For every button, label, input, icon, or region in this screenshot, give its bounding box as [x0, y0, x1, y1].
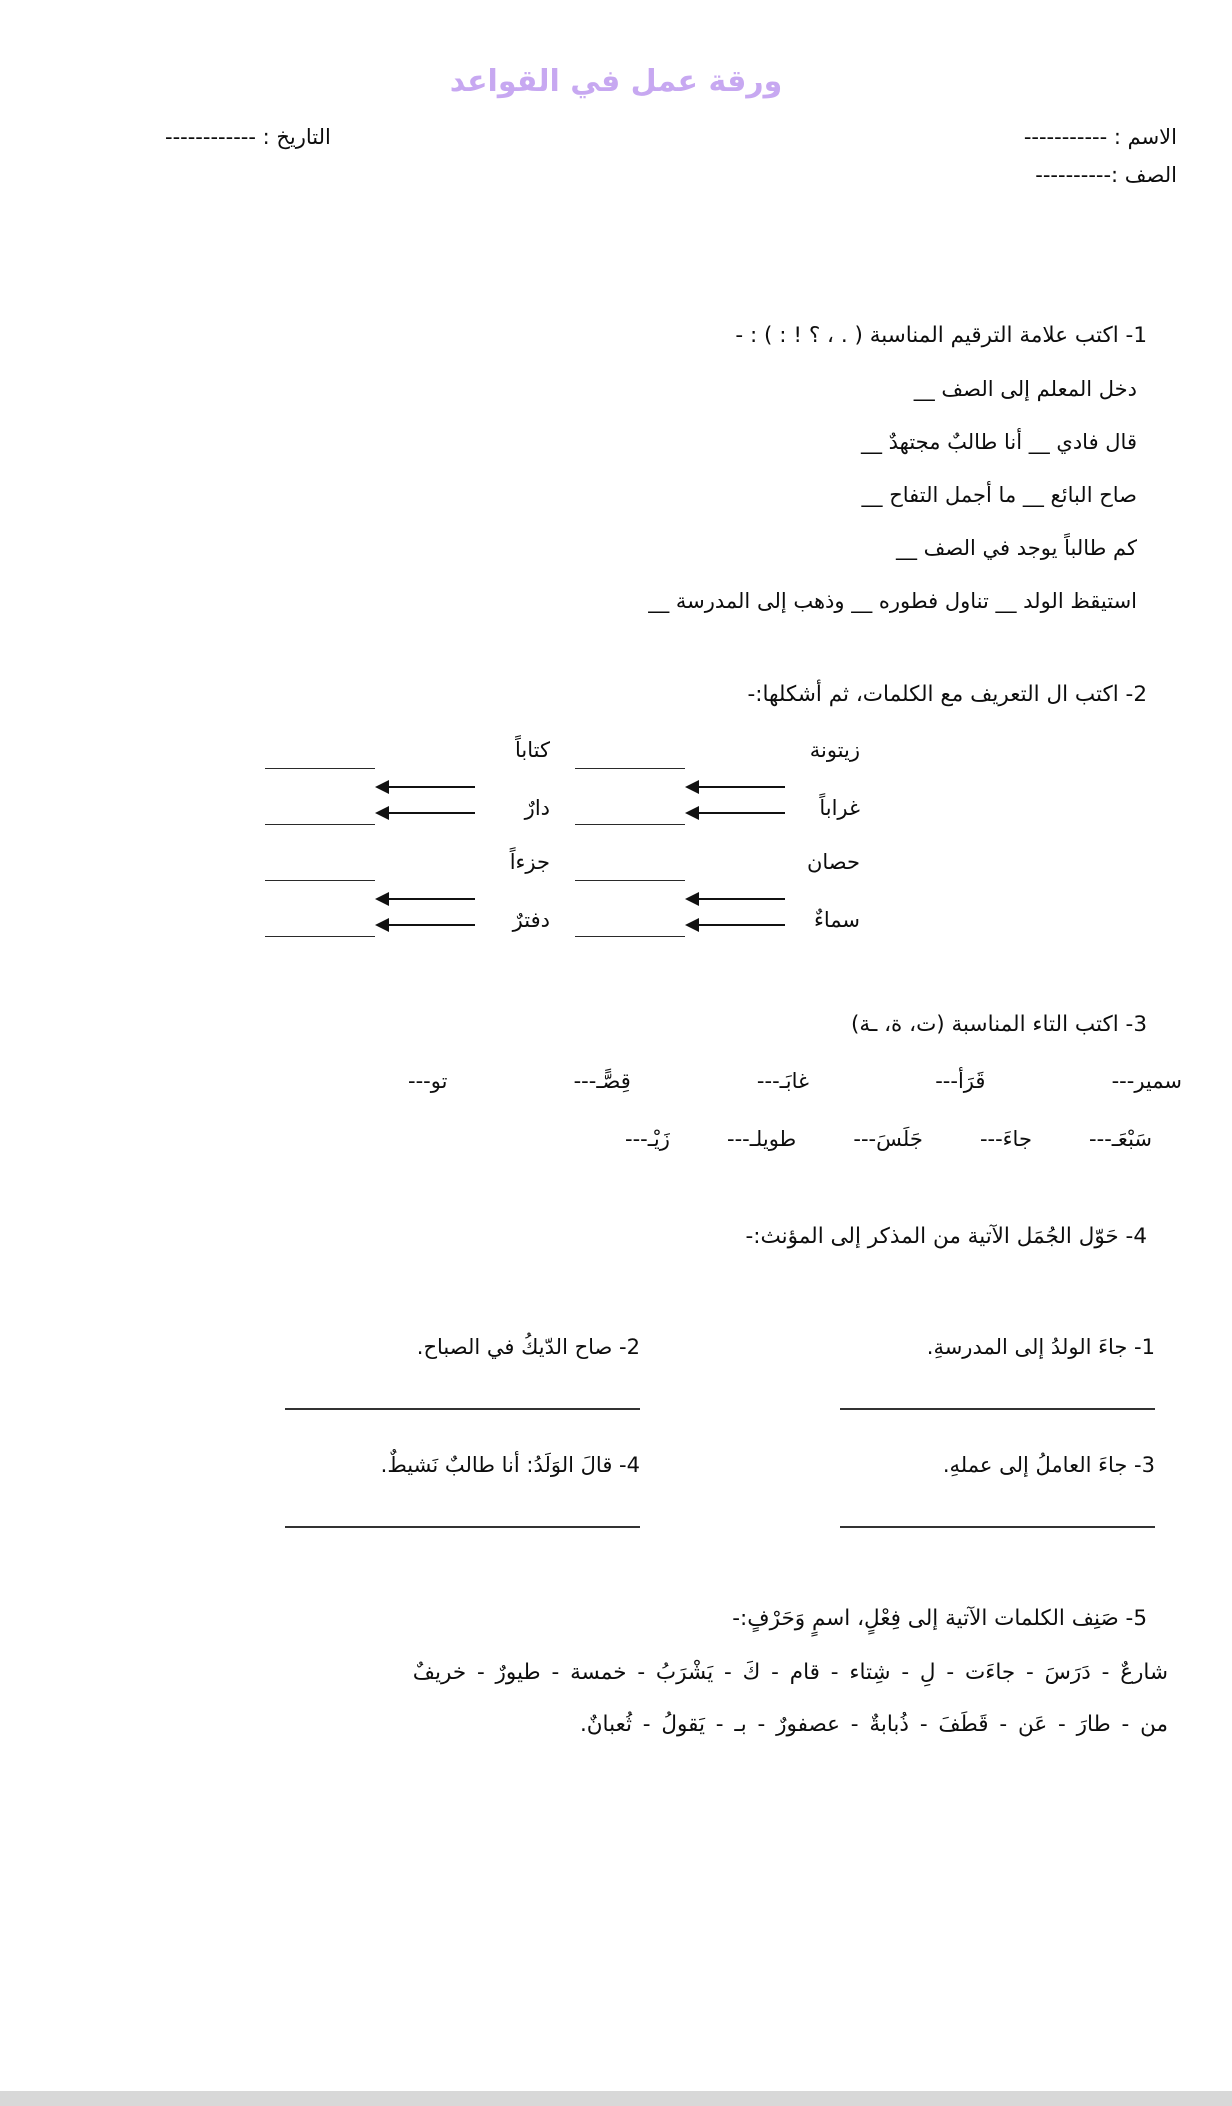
question-4-heading: 4- حَوّل الجُمَل الآتية من المذكر إلى المؤنث:- [745, 1224, 1147, 1249]
q2-match-unit [265, 732, 550, 844]
q2-word: دفترٌ [512, 908, 550, 932]
answer-line [840, 1526, 1155, 1528]
left-arrow-icon [685, 806, 785, 820]
q2-word: غراباً [819, 796, 860, 820]
header-row [0, 125, 1232, 149]
bottom-edge-bar [0, 2091, 1232, 2106]
q3-word: سمير--- [1111, 1069, 1182, 1093]
answer-blank [265, 768, 375, 769]
question-2-heading: 2- اكتب ال التعريف مع الكلمات، ثم أشكلها:- [747, 682, 1147, 707]
q5-words-line: شارعٌ - دَرَسَ - جاءَت - لِ - شِتاء - قام - كَ - يَشْرَبُ - خمسة - طيورٌ - خريفٌ [412, 1660, 1168, 1685]
left-arrow-icon [685, 780, 785, 794]
answer-line [840, 1408, 1155, 1410]
left-arrow-icon [375, 918, 475, 932]
q3-word-row [0, 1064, 1232, 1098]
question-5-heading: 5- صَنِف الكلمات الآتية إلى فِعْلٍ، اسمٍ وَحَرْفٍ:- [732, 1606, 1147, 1631]
answer-line-cell [280, 1408, 640, 1410]
answer-line-cell [825, 1526, 1155, 1528]
q3-word: جَلَسَ--- [853, 1127, 923, 1151]
q5-words-line: من - طارَ - عَن - قَطَفَ - ذُبابةٌ - عصفورٌ - بـ - يَقولُ - ثُعبانٌ. [579, 1712, 1168, 1737]
left-arrow-icon [685, 918, 785, 932]
page-title: ورقة عمل في القواعد [449, 64, 783, 99]
name-field: الاسم : ----------- [1023, 125, 1177, 149]
answer-blank [575, 768, 685, 769]
q2-word: حصان [806, 850, 860, 874]
q3-word: غابَـ--- [756, 1069, 810, 1093]
q4-sentence: 2- صاح الدّيكُ في الصباح. [416, 1335, 640, 1359]
q3-word: سَبْعَـ--- [1089, 1127, 1152, 1151]
q1-item: استيقظ الولد __ تناول فطوره __ وذهب إلى المدرسة __ [648, 589, 1137, 613]
answer-line [285, 1526, 640, 1528]
answer-line [285, 1408, 640, 1410]
date-field: التاريخ : ------------ [165, 125, 331, 149]
q2-word: كتاباً [515, 738, 550, 762]
q1-item: صاح البائع __ ما أجمل التفاح __ [861, 483, 1137, 507]
q2-match-unit [575, 732, 860, 844]
q4-sentences-grid [0, 1330, 1232, 1528]
q3-word-row [0, 1122, 1232, 1156]
answer-line-cell [825, 1408, 1155, 1410]
q2-match-unit [575, 844, 860, 956]
q2-word: سماءٌ [813, 908, 860, 932]
q3-word: زَيْـ--- [625, 1127, 670, 1151]
q2-right-group [575, 732, 860, 956]
class-field: الصف :---------- [1035, 163, 1177, 187]
q3-word: قَرَأ--- [935, 1069, 986, 1093]
left-arrow-icon [375, 892, 475, 906]
question-1-heading: 1- اكتب علامة الترقيم المناسبة ( . ، ؟ ! : ) : - [735, 323, 1147, 348]
left-arrow-icon [375, 806, 475, 820]
q3-word: جاءَ--- [979, 1127, 1032, 1151]
q2-match-unit [265, 844, 550, 956]
q2-left-group [265, 732, 550, 956]
q3-word: طويلـ--- [727, 1127, 797, 1151]
q2-word: زيتونة [809, 738, 860, 762]
answer-line-cell [280, 1526, 640, 1528]
answer-blank [575, 880, 685, 881]
answer-blank [575, 824, 685, 825]
q4-sentence: 3- جاءَ العاملُ إلى عملهِ. [942, 1453, 1155, 1477]
question-3-heading: 3- اكتب التاء المناسبة (ت، ة، ـة) [851, 1012, 1147, 1037]
q4-sentence: 4- قالَ الوَلَدُ: أنا طالبٌ نَشيطٌ. [380, 1453, 640, 1477]
q2-word: دارٌ [524, 796, 550, 820]
q3-word: قِصًّـ--- [573, 1069, 631, 1093]
answer-blank [265, 824, 375, 825]
q2-matching-area [0, 732, 1232, 956]
q1-item: قال فادي __ أنا طالبٌ مجتهدٌ __ [860, 430, 1137, 454]
q1-item: دخل المعلم إلى الصف __ [913, 377, 1137, 401]
q4-sentence: 1- جاءَ الولدُ إلى المدرسةِ. [926, 1335, 1155, 1359]
q1-item: كم طالباً يوجد في الصف __ [895, 536, 1137, 560]
q2-word: جزءاً [509, 850, 550, 874]
q3-word: تو--- [408, 1069, 448, 1093]
left-arrow-icon [685, 892, 785, 906]
answer-blank [265, 936, 375, 937]
answer-blank [575, 936, 685, 937]
left-arrow-icon [375, 780, 475, 794]
answer-blank [265, 880, 375, 881]
